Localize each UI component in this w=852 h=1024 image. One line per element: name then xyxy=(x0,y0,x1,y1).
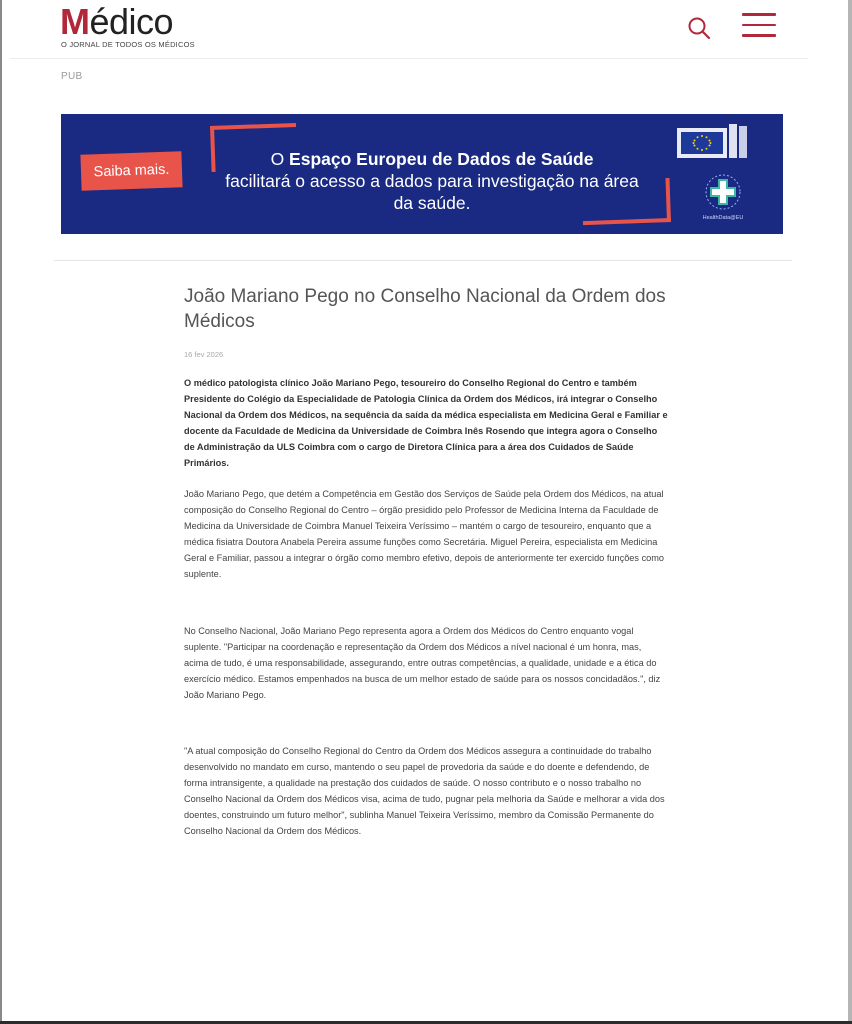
logo-wordmark xyxy=(60,1,173,42)
header-divider xyxy=(10,58,808,59)
article xyxy=(184,284,668,840)
healthdata-logo-icon xyxy=(703,172,743,212)
banner-saiba-mais-button[interactable]: Saiba mais. xyxy=(80,151,182,191)
logo-word-rest: édico xyxy=(89,1,174,42)
hamburger-menu-icon[interactable] xyxy=(742,13,776,41)
banner-line-1-prefix: O xyxy=(270,149,290,169)
logo-letter-m: M xyxy=(60,1,90,42)
site-logo[interactable] xyxy=(60,1,195,49)
advertisement-banner[interactable] xyxy=(61,114,783,234)
window-border-right xyxy=(848,0,852,1024)
article-date: 16 fev 2026 xyxy=(184,350,224,359)
article-paragraph: "A atual composição do Conselho Regional do Centro da Ordem dos Médicos assegura a continuidade do trabalho desenvolvido no mandato em curso, mantendo o seu papel de provedoria da saúde e do doente e defendendo, de forma intransigente, a qualidade na prestação dos cuidados de saúde. O nosso contributo e o nosso trabalho no Conselho Nacional da Ordem dos Médicos visa, acima de tudo, pugnar pela melhoria da Saúde e melhorar a vida dos doentes, construindo um futuro melhor", sublinha Manuel Teixeira Veríssimo, membro da Comissão Permanente do Conselho Nacional da Ordem dos Médicos. xyxy=(184,746,665,836)
banner-line-3: da saúde. xyxy=(393,193,471,213)
window-border-left xyxy=(0,0,2,1024)
healthdata-caption: HealthData@EU xyxy=(702,215,744,221)
article-lead-paragraph: O médico patologista clínico João Mariano Pego, tesoureiro do Conselho Regional do Centro e também Presidente do Colégio da Especialidade de Patologia Clínica da Ordem dos Médicos, irá integrar o Conselho Nacional da Ordem dos Médicos, na sequência da saída da médica especialista em Medicina Geral e Familiar e docente da Faculdade de Medicina da Universidade de Coimbra Inês Rosendo que integra agora o Conselho de Administração da ULS Coimbra com o cargo de Diretora Clínica para a área dos Cuidados de Saúde Primários. xyxy=(184,378,668,468)
banner-line-1-bold: Espaço Europeu de Dados de Saúde xyxy=(289,149,594,169)
banner-headline xyxy=(209,148,655,214)
logo-tagline: O JORNAL DE TODOS OS MÉDICOS xyxy=(61,40,195,49)
search-icon[interactable] xyxy=(686,15,712,41)
eu-flag-icon xyxy=(677,124,749,158)
article-paragraph: No Conselho Nacional, João Mariano Pego representa agora a Ordem dos Médicos do Centro enquanto vogal suplente. "Participar na coordenação e representação da Ordem dos Médicos a nível nacional é um honra, mas, acima de tudo, é uma responsabilidade, assegurando, entre outras competências, a qualidade, unidade e a ética do exercício médico. Estamos empenhados na busca de um melhor estado de saúde para os nossos concidadãos.", diz João Mariano Pego. xyxy=(184,625,661,700)
article-title: João Mariano Pego no Conselho Nacional da Ordem dos Médicos xyxy=(184,286,666,332)
banner-line-2: facilitará o acesso a dados para investigação na área xyxy=(225,171,639,191)
banner-line-1 xyxy=(209,148,655,170)
article-paragraph: João Mariano Pego, que detém a Competência em Gestão dos Serviços de Saúde pela Ordem dos Médicos, na atual composição do Conselho Regional do Centro – órgão presidido pelo Professor de Medicina Interna da Faculdade de Medicina da Universidade de Coimbra Manuel Teixeira Veríssimo – mantém o cargo de tesoureiro, enquanto que a médica fisiatra Doutora Anabela Pereira assume funções como Secretária. Miguel Pereira, especialista em Medicina Geral e Familiar, passou a integrar o órgão como membro efetivo, depois de anteriormente ter exercido funções como suplente. xyxy=(184,489,665,579)
content-divider xyxy=(54,260,792,261)
advertisement-label: PUB xyxy=(61,71,83,82)
site-header xyxy=(0,0,852,58)
